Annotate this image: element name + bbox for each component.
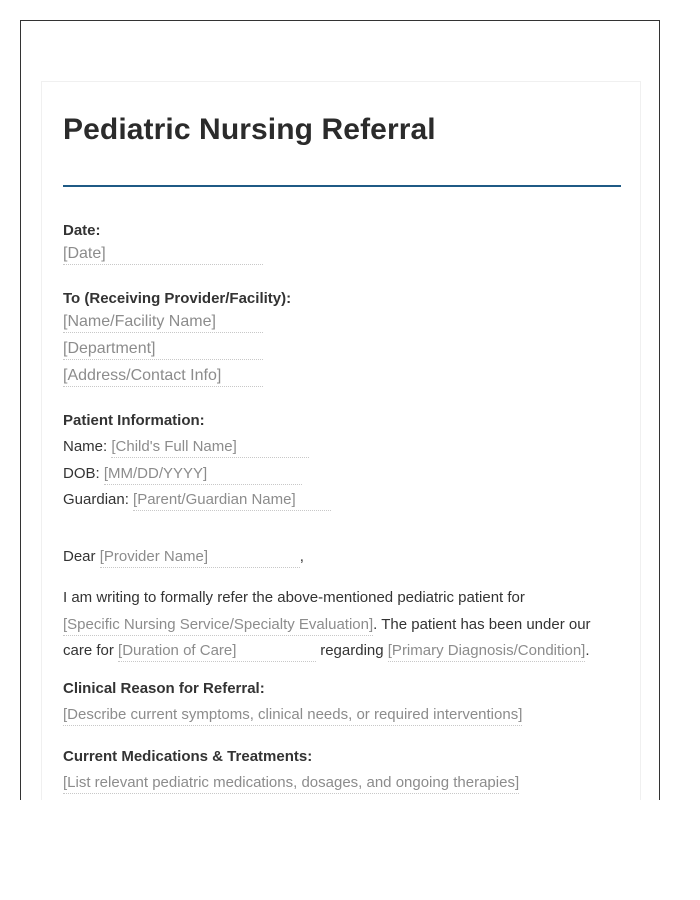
- patient-name-label: Name:: [63, 438, 108, 455]
- patient-section: [63, 407, 621, 514]
- diagnosis-field[interactable]: [Primary Diagnosis/Condition]: [388, 641, 586, 662]
- patient-label: Patient Information:: [63, 412, 205, 429]
- provider-name-field[interactable]: [Provider Name]: [100, 547, 300, 568]
- duration-field[interactable]: [Duration of Care]: [118, 641, 316, 662]
- patient-guardian-label: Guardian:: [63, 491, 129, 508]
- patient-guardian-field[interactable]: [Parent/Guardian Name]: [133, 490, 331, 511]
- page-frame: [20, 20, 660, 800]
- recipient-name-field[interactable]: [Name/Facility Name]: [63, 312, 263, 333]
- salutation-row: [63, 544, 621, 571]
- intro-text: I am writing to formally refer the above-mentioned pediatric patient for: [63, 589, 525, 606]
- patient-name-field[interactable]: [Child's Full Name]: [111, 437, 309, 458]
- date-field[interactable]: [Date]: [63, 244, 263, 265]
- document-title: Pediatric Nursing Referral: [63, 113, 436, 146]
- medications-section: [63, 743, 621, 797]
- referral-paragraph: [63, 585, 621, 665]
- date-label: Date:: [63, 222, 101, 239]
- patient-guardian-row: [63, 487, 621, 514]
- care-for-text: care for: [63, 642, 114, 659]
- medications-field[interactable]: [List relevant pediatric medications, dosages, and ongoing therapies]: [63, 773, 519, 794]
- patient-dob-row: [63, 461, 621, 488]
- recipient-address-field[interactable]: [Address/Contact Info]: [63, 366, 263, 387]
- medications-label: Current Medications & Treatments:: [63, 748, 313, 765]
- service-field[interactable]: [Specific Nursing Service/Specialty Evaluation]: [63, 615, 373, 636]
- clinical-field[interactable]: [Describe current symptoms, clinical needs, or required interventions]: [63, 705, 522, 726]
- recipient-label: To (Receiving Provider/Facility):: [63, 290, 292, 307]
- regarding-text: regarding: [320, 642, 384, 659]
- date-section: [63, 217, 621, 265]
- end-text: .: [585, 642, 590, 659]
- salutation-prefix: Dear: [63, 547, 96, 565]
- patient-dob-label: DOB:: [63, 464, 100, 482]
- patient-dob-field[interactable]: [MM/DD/YYYY]: [104, 464, 302, 485]
- recipient-department-field[interactable]: [Department]: [63, 339, 263, 360]
- title-divider: [63, 185, 621, 187]
- mid-text: . The patient has been under our: [373, 615, 591, 633]
- patient-name-row: [63, 434, 621, 461]
- salutation-comma: ,: [299, 547, 304, 565]
- clinical-section: [63, 675, 621, 729]
- document-content: [63, 82, 621, 797]
- recipient-section: [63, 285, 621, 387]
- document-card: [41, 81, 641, 800]
- clinical-label: Clinical Reason for Referral:: [63, 679, 265, 697]
